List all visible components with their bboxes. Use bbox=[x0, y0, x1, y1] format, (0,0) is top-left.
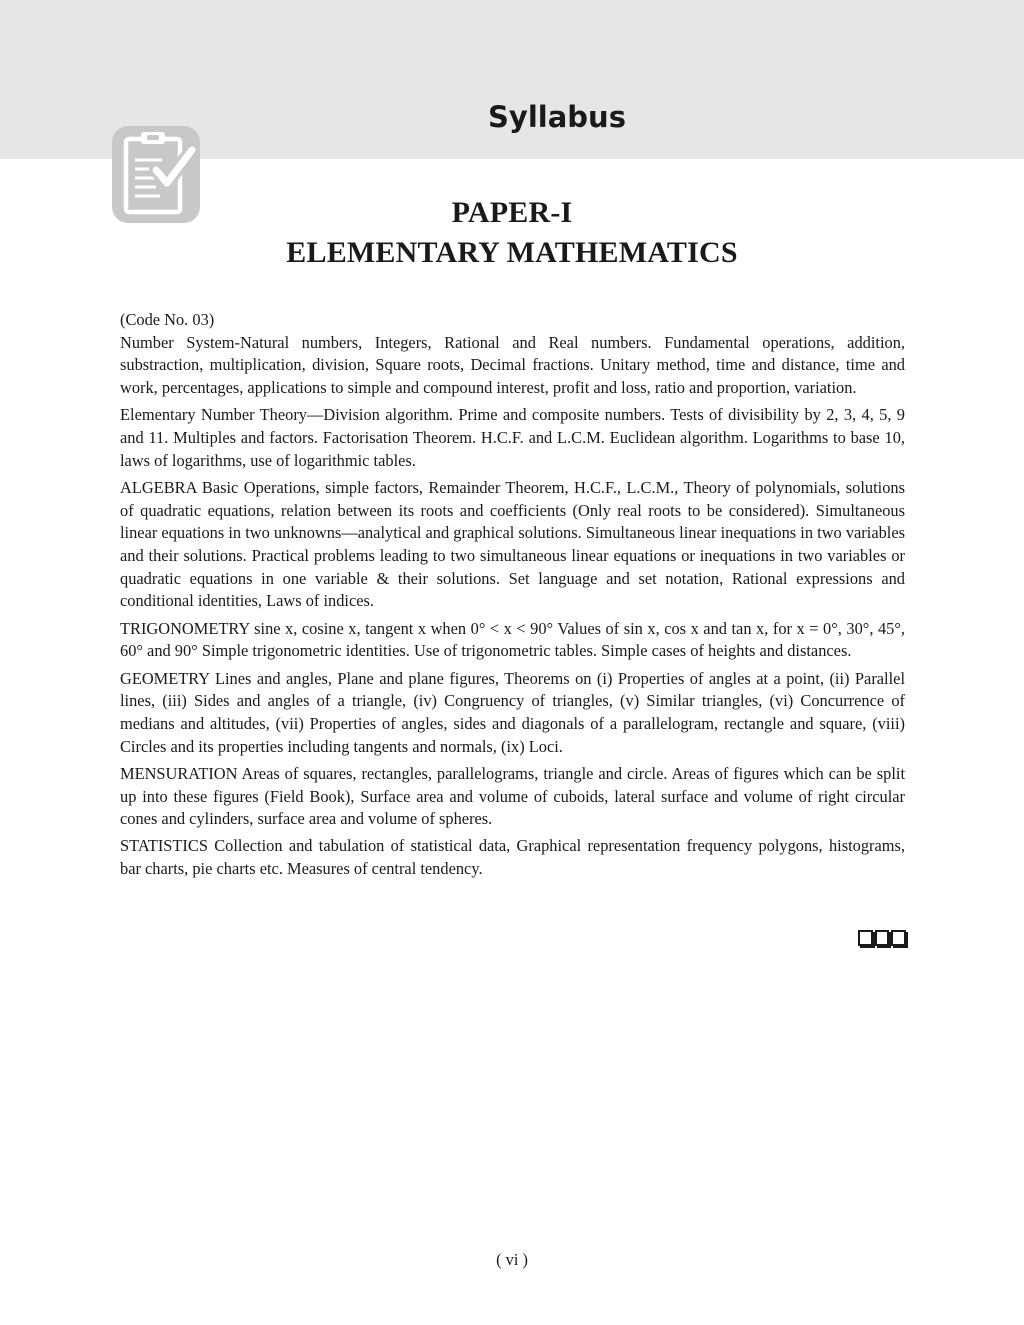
paragraph-statistics: STATISTICS Collection and tabulation of statistical data, Graphical representation frequency polygons, histograms, bar charts, pie charts etc. Measures of central tendency. bbox=[120, 836, 905, 879]
paragraph-geometry: GEOMETRY Lines and angles, Plane and plane figures, Theorems on (i) Properties of angles at a point, (ii) Parallel lines, (iii) Sides and angles of a triangle, (iv) Congruency of triangles, (v) Similar triangles, (vi) Concurrence of medians and altitudes, (vii) Properties of angles, sides and diagonals of a parallelogram, rectangle and square, (viii) Circles and its properties including tangents and normals, (ix) Loci. bbox=[120, 668, 905, 756]
paragraph-mensuration: MENSURATION Areas of squares, rectangles, parallelograms, triangle and circle. Areas of figures which can be split up into these figures (Field Book), Surface area and volume of cuboids, lateral surface and volume of right circular cones and cylinders, surface area and volume of spheres. bbox=[120, 763, 905, 829]
end-box-icon bbox=[858, 930, 873, 946]
paragraph-trigonometry: TRIGONOMETRY sine x, cosine x, tangent x when 0° < x < 90° Values of sin x, cos x and tan x, for x = 0°, 30°, 45°, 60° and 90° Simple trigonometric identities. Use of trigonometric tables. Simple cases of heights and distances. bbox=[120, 618, 905, 661]
paragraph-number-system: Number System-Natural numbers, Integers, Rational and Real numbers. Fundamental operations, addition, substraction, multiplication, division, Square roots, Decimal fractions. Unitary method, time and distance, time and work, percentages, applications to simple and compound interest, profit and loss, ratio and proportion, variation. bbox=[120, 332, 905, 398]
section-title: Syllabus bbox=[488, 100, 626, 134]
paper-subject-title: ELEMENTARY MATHEMATICS bbox=[286, 236, 738, 269]
paper-code: (Code No. 03) bbox=[120, 310, 215, 329]
paragraph-algebra: ALGEBRA Basic Operations, simple factors, Remainder Theorem, H.C.F., L.C.M., Theory of polynomials, solutions of quadratic equations, relation between its roots and coefficients (Only real roots to be considered). Simultaneous linear equations in two unknowns—analytical and graphical solutions. Simultaneous linear inequations in two variables and their solutions. Practical problems leading to two simultaneous linear equations or inequations in two variables or quadratic equations in one variable & their solutions. Set language and set notation, Rational expressions and conditional identities, Laws of indices. bbox=[120, 477, 905, 611]
page-number: ( vi ) bbox=[496, 1250, 528, 1269]
end-box-icon bbox=[891, 930, 906, 946]
paragraph-number-theory: Elementary Number Theory—Division algorithm. Prime and composite numbers. Tests of divisibility by 2, 3, 4, 5, 9 and 11. Multiples and factors. Factorisation Theorem. H.C.F. and L.C.M. Euclidean algorithm. Logarithms to base 10, laws of logarithms, use of logarithmic tables. bbox=[120, 405, 905, 470]
paper-title: PAPER-I bbox=[451, 196, 573, 229]
syllabus-content bbox=[120, 309, 905, 885]
end-of-section-boxes-icon bbox=[858, 930, 906, 946]
end-box-icon bbox=[875, 930, 890, 946]
